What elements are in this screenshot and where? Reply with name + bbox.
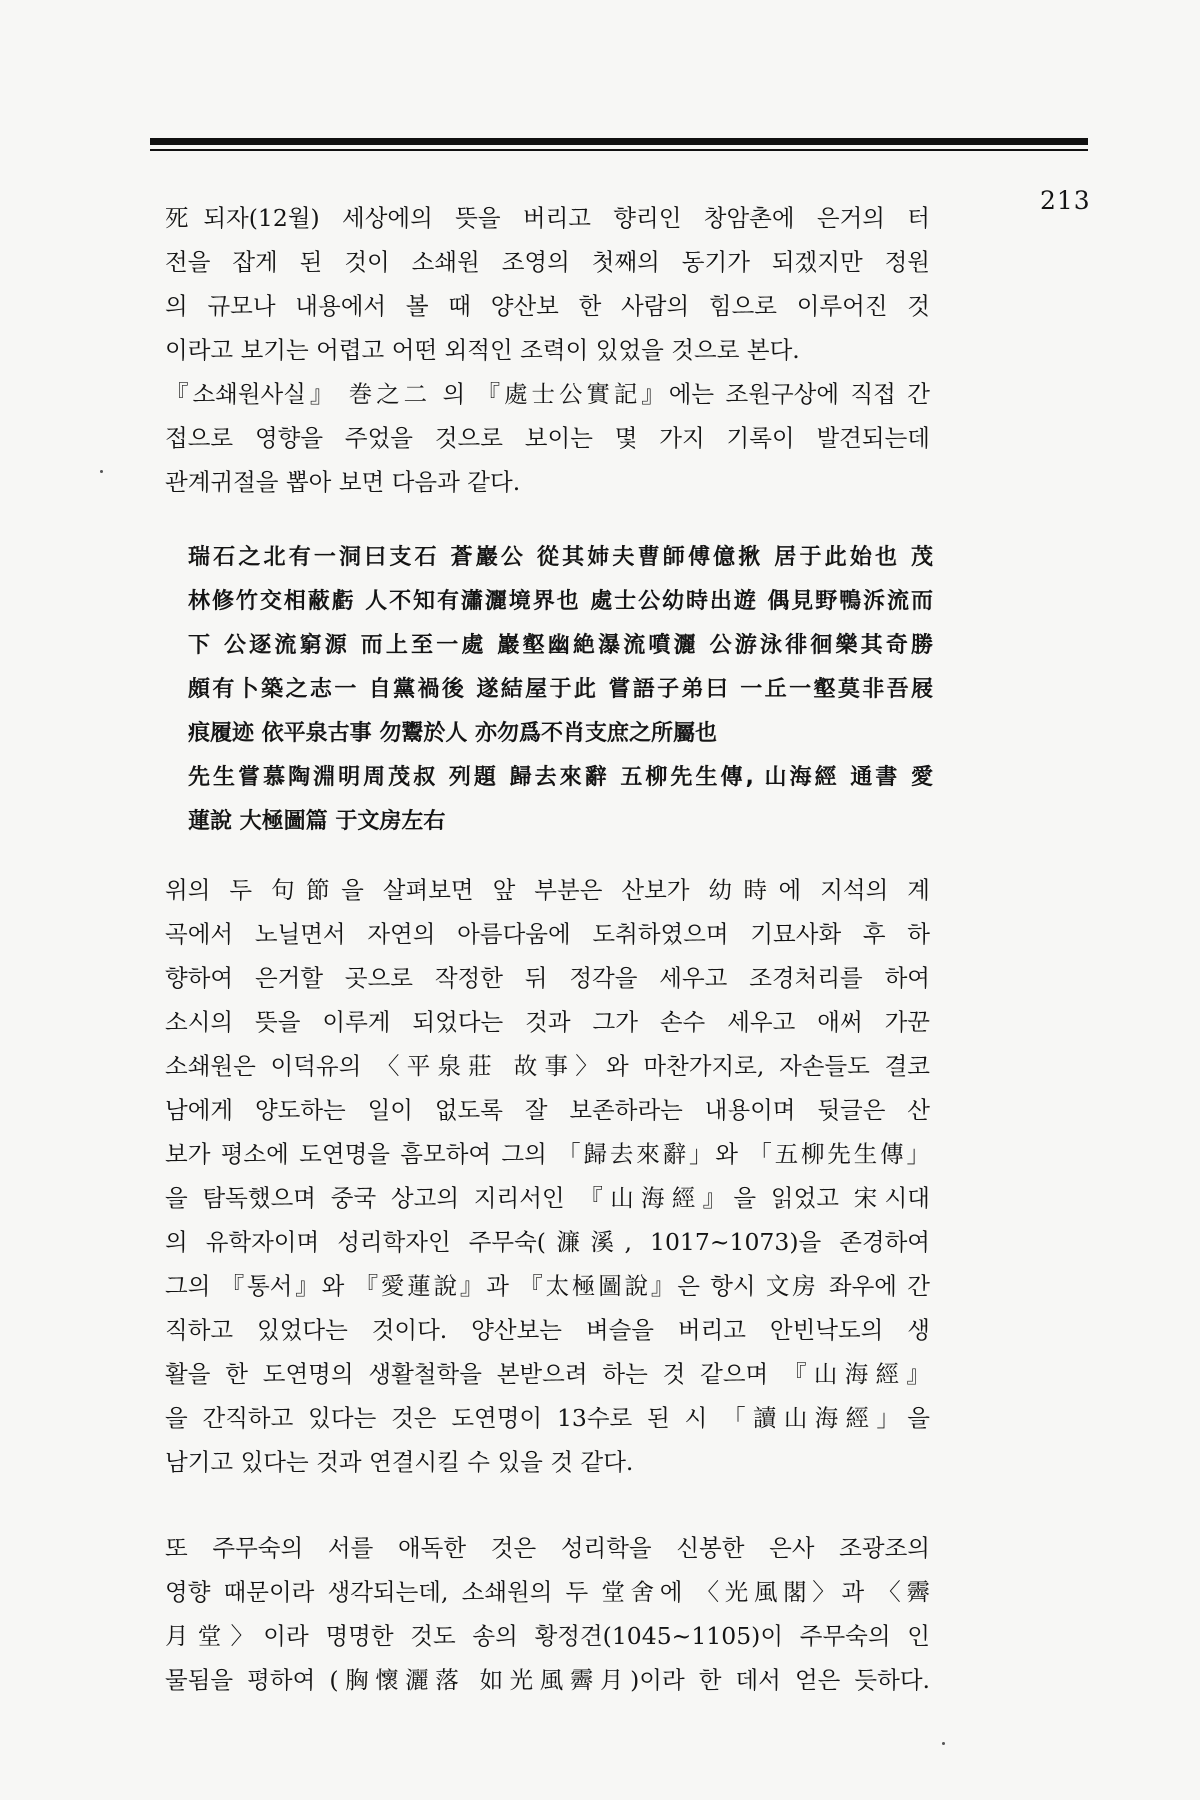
text-line: 직하고 있었다는 것이다. 양산보는 벼슬을 버리고 안빈낙도의 생 — [165, 1316, 930, 1344]
paragraph-1 — [165, 196, 930, 372]
text-line: 위의 두 句節을 살펴보면 앞 부분은 산보가 幼時에 지석의 계 — [165, 876, 930, 904]
text-line: 死되자(12월) 세상에의 뜻을 버리고 향리인 창암촌에 은거의 터 — [165, 204, 930, 232]
text-line: 보가 평소에 도연명을 흠모하여 그의 「歸去來辭」와 「五柳先生傳」 — [165, 1140, 930, 1168]
text-line: 물됨을 평하여 (胸懷灑落 如光風霽月)이라 한 데서 얻은 듯하다. — [165, 1666, 930, 1694]
quote-line: 瑞石之北有一洞曰支石 蒼巖公 從其姉夫曹師傅億揪 居于此始也 茂 — [188, 545, 933, 570]
text-line: 남기고 있다는 것과 연결시킬 수 있을 것 같다. — [165, 1448, 634, 1476]
text-line: 곡에서 노닐면서 자연의 아름다움에 도취하였으며 기묘사화 후 하 — [165, 920, 930, 948]
text-line: 관계귀절을 뽑아 보면 다음과 같다. — [165, 468, 521, 496]
quote-line: 痕履迹 依平泉古事 勿鬻於人 亦勿爲不肖支庶之所屬也 — [188, 721, 717, 746]
page-number: 213 — [1040, 186, 1091, 215]
text-line: 소쇄원은 이덕유의 〈平泉莊 故事〉와 마찬가지로, 자손들도 결코 — [165, 1052, 930, 1080]
text-line: 전을 잡게 된 것이 소쇄원 조영의 첫째의 동기가 되겠지만 정원 — [165, 248, 930, 276]
header-rule-thin — [150, 149, 1088, 151]
header-rule-thick — [150, 138, 1088, 145]
quote-line: 下 公逐流窮源 而上至一處 巖壑幽絶瀑流噴灑 公游泳徘徊樂其奇勝 — [188, 633, 933, 658]
scan-speck — [942, 1742, 945, 1745]
text-line: 이라고 보기는 어렵고 어떤 외적인 조력이 있었을 것으로 본다. — [165, 336, 800, 364]
text-line: 그의 『통서』와 『愛蓮說』과 『太極圖說』은 항시 文房 좌우에 간 — [165, 1272, 930, 1300]
text-line: 月堂〉이라 명명한 것도 송의 황정견(1045~1105)이 주무숙의 인 — [165, 1622, 930, 1650]
scan-speck — [100, 470, 103, 473]
text-line: 을 간직하고 있다는 것은 도연명이 13수로 된 시 「讀山海經」을 — [165, 1404, 930, 1432]
paragraph-4 — [165, 1526, 930, 1702]
text-line: 향하여 은거할 곳으로 작정한 뒤 정각을 세우고 조경처리를 하여 — [165, 964, 930, 992]
text-line: 소시의 뜻을 이루게 되었다는 것과 그가 손수 세우고 애써 가꾼 — [165, 1008, 930, 1036]
text-line: 영향 때문이라 생각되는데, 소쇄원의 두 堂舍에 〈光風閣〉과 〈霽 — [165, 1578, 930, 1606]
classical-chinese-quotation — [188, 536, 933, 844]
quote-line: 頗有卜築之志一 自黨禍後 遂結屋于此 嘗語子弟曰 一丘一壑莫非吾屐 — [188, 677, 933, 702]
text-line: 또 주무숙의 서를 애독한 것은 성리학을 신봉한 은사 조광조의 — [165, 1534, 930, 1562]
quote-line: 林修竹交相蔽虧 人不知有瀟灑境界也 處士公幼時出遊 偶見野鴨泝流而 — [188, 589, 933, 614]
quote-line: 蓮說 大極圖篇 于文房左右 — [188, 809, 446, 834]
paragraph-2 — [165, 372, 930, 504]
text-line: 활을 한 도연명의 생활철학을 본받으려 하는 것 같으며 『山海經』 — [165, 1360, 930, 1388]
quote-line: 先生嘗慕陶淵明周茂叔 列題 歸去來辭 五柳先生傳, 山海經 通書 愛 — [188, 765, 933, 790]
text-line: 『소쇄원사실』 巻之二 의 『處士公實記』에는 조원구상에 직접 간 — [165, 380, 930, 408]
text-line: 의 규모나 내용에서 볼 때 양산보 한 사람의 힘으로 이루어진 것 — [165, 292, 930, 320]
text-line: 남에게 양도하는 일이 없도록 잘 보존하라는 내용이며 뒷글은 산 — [165, 1096, 930, 1124]
text-line: 의 유학자이며 성리학자인 주무숙(濂溪, 1017~1073)을 존경하여 — [165, 1228, 930, 1256]
text-line: 접으로 영향을 주었을 것으로 보이는 몇 가지 기록이 발견되는데 — [165, 424, 930, 452]
text-line: 을 탐독했으며 중국 상고의 지리서인 『山海經』을 읽었고 宋시대 — [165, 1184, 930, 1212]
paragraph-3 — [165, 868, 930, 1484]
